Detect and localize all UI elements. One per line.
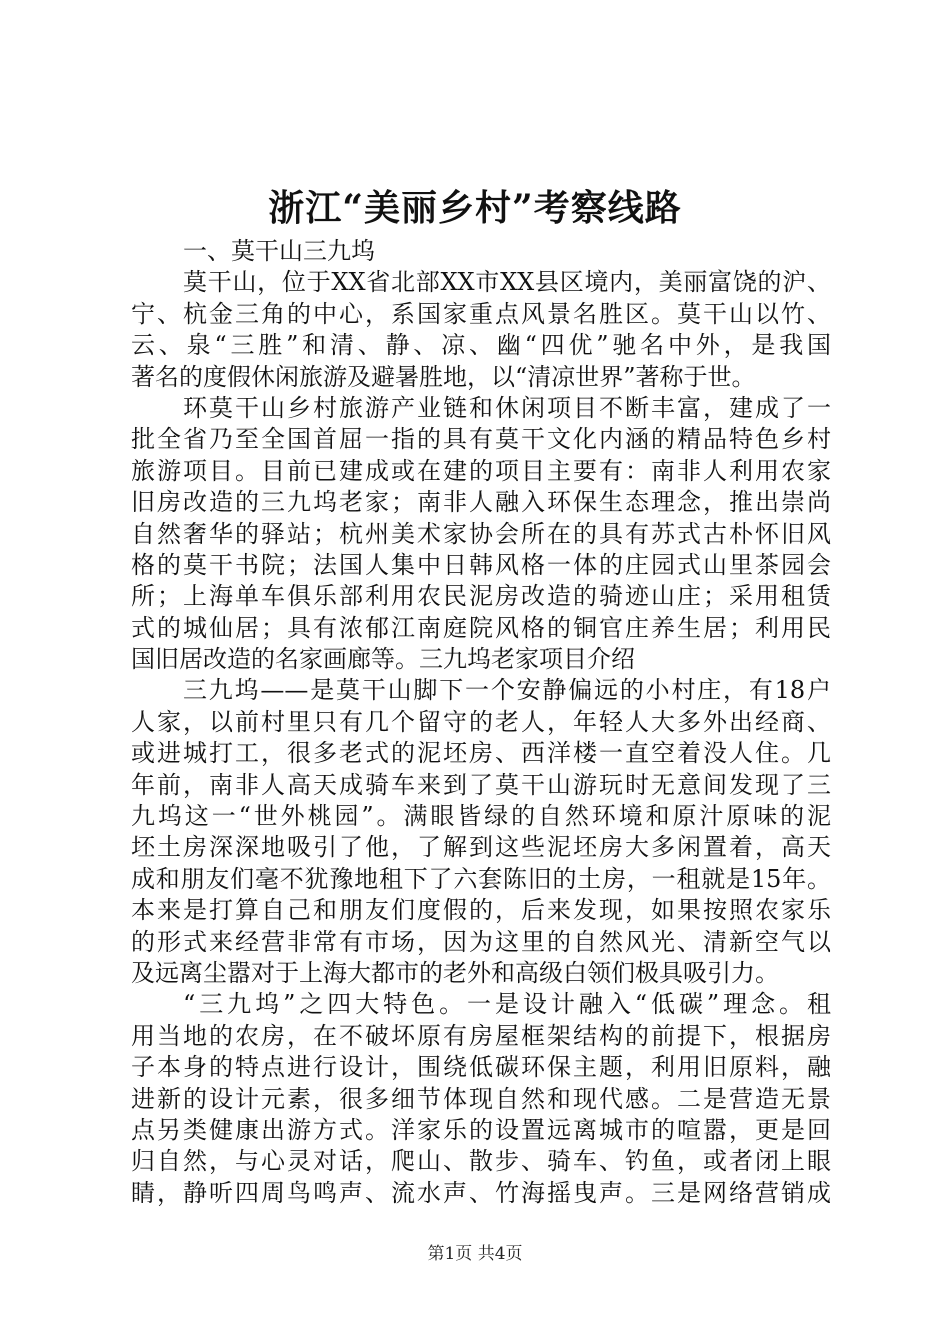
text-line: 著名的度假休闲旅游及避暑胜地，以“清凉世界”著称于世。 — [131, 362, 756, 391]
text-line: 旧房改造的三九坞老家；南非人融入环保生态理念，推出崇尚 — [131, 488, 831, 517]
text-line: 子本身的特点进行设计，围绕低碳环保主题，利用旧原料，融 — [131, 1053, 831, 1082]
text-line: 用当地的农房，在不破坏原有房屋框架结构的前提下，根据房 — [131, 1021, 831, 1050]
text-line: 一、莫干山三九坞 — [183, 237, 375, 265]
text-line: 归自然，与心灵对话，爬山、散步、骑车、钓鱼，或者闭上眼 — [131, 1147, 831, 1176]
text-line: 人家，以前村里只有几个留守的老人，年轻人大多外出经商、 — [131, 707, 831, 736]
text-line: 睛，静听四周鸟鸣声、流水声、竹海摇曳声。三是网络营销成 — [131, 1178, 831, 1207]
text-line: 或进城打工，很多老式的泥坯房、西洋楼一直空着没人住。几 — [131, 739, 831, 768]
text-line: 宁、杭金三角的中心，系国家重点风景名胜区。莫干山以竹、 — [131, 299, 831, 328]
text-line: “三九坞”之四大特色。一是设计融入“低碳”理念。租 — [183, 990, 831, 1019]
text-line: 年前，南非人高天成骑车来到了莫干山游玩时无意间发现了三 — [131, 770, 831, 799]
text-line: 国旧居改造的名家画廊等。三九坞老家项目介绍 — [131, 645, 635, 674]
text-line: 进新的设计元素，很多细节体现自然和现代感。二是营造无景 — [131, 1084, 831, 1113]
text-line: 点另类健康出游方式。洋家乐的设置远离城市的喧嚣，更是回 — [131, 1115, 831, 1144]
text-line: 所；上海单车俱乐部利用农民泥房改造的骑迹山庄；采用租赁 — [131, 582, 831, 611]
text-line: 成和朋友们毫不犹豫地租下了六套陈旧的土房，一租就是15年。 — [131, 864, 831, 893]
text-line: 云、泉“三胜”和清、静、凉、幽“四优”驰名中外，是我国 — [131, 331, 831, 360]
text-line: 的形式来经营非常有市场，因为这里的自然风光、清新空气以 — [131, 927, 831, 956]
text-line: 及远离尘嚣对于上海大都市的老外和高级白领们极具吸引力。 — [131, 958, 779, 987]
text-line: 自然奢华的驿站；杭州美术家协会所在的具有苏式古朴怀旧风 — [131, 519, 831, 548]
text-line: 本来是打算自己和朋友们度假的，后来发现，如果按照农家乐 — [131, 896, 831, 925]
text-line: 格的莫干书院；法国人集中日韩风格一体的庄园式山里茶园会 — [131, 550, 831, 579]
text-line: 九坞这一“世外桃园”。满眼皆绿的自然环境和原汁原味的泥 — [131, 802, 831, 831]
document-body — [131, 236, 831, 1209]
text-line: 三九坞——是莫干山脚下一个安静偏远的小村庄，有18户 — [183, 676, 831, 705]
text-line: 坯土房深深地吸引了他，了解到这些泥坯房大多闲置着，高天 — [131, 833, 831, 862]
text-line: 式的城仙居；具有浓郁江南庭院风格的铜官庄养生居；利用民 — [131, 613, 831, 642]
document-title: 浙江“美丽乡村”考察线路 — [268, 187, 682, 229]
text-line: 旅游项目。目前已建成或在建的项目主要有：南非人利用农家 — [131, 456, 831, 485]
page-footer: 第1页 共4页 — [427, 1244, 523, 1264]
text-line: 批全省乃至全国首屈一指的具有莫干文化内涵的精品特色乡村 — [131, 425, 831, 454]
text-line: 莫干山，位于XX省北部XX市XX县区境内，美丽富饶的沪、 — [183, 268, 831, 297]
text-line: 环莫干山乡村旅游产业链和休闲项目不断丰富，建成了一 — [183, 393, 831, 422]
